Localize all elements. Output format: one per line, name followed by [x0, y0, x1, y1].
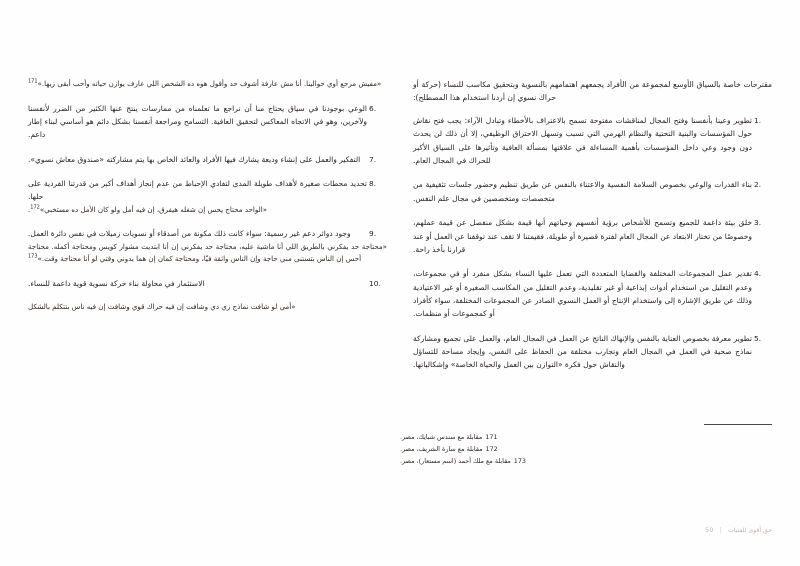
- recommendations-list-left: [28, 102, 387, 204]
- list-item-number: 10.: [369, 278, 381, 288]
- quote-text: «محتاجة حد يفكرني بالطريق اللي أنا ماشية عليه، محتاجة حد يفكرني إن أنا ابتديت مشوار كويس ومحتاجة أكمله. محتاجة أحس إن الناس بتستنى مني حاجة وإن الناس واثقة فيّا، ومحتاجة كمان إن هما يدوني وقتي لو أنا محتاجة وقت.»: [28, 241, 387, 264]
- footnote-number: 173: [513, 457, 526, 466]
- recommendations-list-left-cont: [28, 227, 387, 240]
- list-item-text: الوعي بوجودنا في سياق يحتاج منا أن نراجع ما تعلمناه من ممارسات ينتج عنها الكثير من الضرر لأنفسنا ولآخرين، وهو في الاتجاه المعاكس لتحقيق العافية. التسامح ومراجعة أنفسنا بشكل دائم هو أساسي لبناء إطار داعم.: [28, 103, 367, 140]
- list-item-number: 4.: [754, 269, 762, 279]
- list-item-number: 1.: [754, 116, 762, 126]
- quote-text: «مفيش مرجع أوي حوالينا. أنا مش عارفة أشوف حد وأقول هوه ده الشخص اللي عارف يوازن حياته وأحب أبقى زيها.»: [37, 79, 382, 88]
- list-item-text: تحديد محطات صغيرة لأهداف طويلة المدى لتفادي الإحباط من عدم إنجاز أهداف أكبر من قدرتنا الفردية على حلها.: [28, 179, 367, 202]
- pull-quote-continued: [28, 301, 387, 314]
- list-item-text: الاستثمار في محاولة بناء حركة نسوية قوية داعمة للنساء.: [28, 278, 205, 288]
- footnote-text: مقابلة مع سندس شبايك، مصر.: [400, 433, 483, 441]
- list-item: [28, 277, 387, 290]
- pull-quote: [28, 241, 387, 266]
- footnote-text: مقابلة مع سارة الشريف، مصر.: [400, 445, 483, 454]
- footer-title: حق أقوى للفتيات: [727, 527, 772, 534]
- footnote: [400, 443, 772, 455]
- recommendations-list-left-end: [28, 277, 387, 290]
- list-item-number: 3.: [754, 218, 762, 228]
- list-item: [28, 177, 387, 204]
- footer-separator: |: [719, 527, 722, 534]
- footnotes-block: [400, 424, 772, 468]
- list-item-number: 9.: [369, 229, 377, 239]
- list-item: [413, 178, 772, 205]
- list-item-text: تقدير عمل المجموعات المختلفة والقضايا المتعددة التي تعمل عليها النساء بشكل منفرد أو في مجموعات، وعدم التقليل من استخدام أدوات إبداعية أو غير تقليدية، وعدم التقليل من المكاسب الصغيرة أو غير الاعتيادية وذلك عن طريق الإشارة إلى واستخدام الإنتاج أو العمل النسوي الصادر عن المجموعات المختلفة، سواء كأفراد أو كمجموعات أو منظمات.: [413, 269, 752, 319]
- list-item-text: تطوير وعينا بأنفسنا وفتح المجال لمناقشات مفتوحة تسمح بالاعتراف بالأخطاء وتبادل الآراء: يجب فتح نقاش حول المؤسسات والبنية التحتية والنظام الهرمي التي تسبب وتسهل الاحتراق الوظيفي، إلا أن ذلك لن يحدث دون وجود وعي داخل المؤسسات بأهمية المساءلة في علاقتها بمسألة العافية وتأثيرها على السياق الأكبر للحراك في المجال العام.: [413, 116, 752, 166]
- list-item-text: وجود دوائر دعم غير رسمية: سواء كانت ذلك مكونة من أصدقاء أو نسويات زميلات في نفس دائرة العمل.: [28, 229, 351, 239]
- list-item-number: 2.: [754, 180, 762, 190]
- page-footer: [28, 527, 772, 534]
- footnote-marker: 173: [28, 253, 38, 260]
- footnote-separator-rule: [704, 424, 772, 425]
- footnote: [400, 455, 772, 467]
- list-item-number: 8.: [369, 179, 377, 188]
- footnote-marker: 172: [30, 204, 40, 211]
- list-item-text: تطوير معرفة بخصوص العناية بالنفس والإنهاك الناتج عن العمل في المجال العام، والعمل على تجميع ومشاركة نماذج صحية في العمل في المجال العام وتجارب مختلفة من الحفاظ على النفس، وإيجاد مساحة للتساؤل والنقاش حول فكرة «التوازن بين العمل والحياة الخاصة» وإشكالياتها.: [413, 333, 752, 370]
- list-item-text: بناء القدرات والوعي بخصوص السلامة النفسية والاعتناء بالنفس عن طريق تنظيم وحضور جلسات تثقيفية من متخصصات ومتخصصين في مجال علم النفس.: [413, 180, 752, 203]
- list-item: [28, 153, 387, 166]
- footnote-number: 172: [485, 445, 498, 454]
- two-column-body: [28, 78, 772, 372]
- list-item: [28, 227, 387, 240]
- list-item-number: 5.: [754, 333, 762, 343]
- pull-quote: [28, 78, 387, 91]
- footnote-number: 171: [485, 433, 498, 441]
- list-item-number: 7.: [369, 154, 377, 164]
- list-item-text: خلق بيئة داعمة للجميع وتسمح للأشخاص برؤية أنفسهم وحياتهم أنها قيمة بشكل منفصل عن قيمة عملهم، وخصوصًا من تختار الابتعاد عن المجال العام لفترة قصيرة أو طويلة، فقيمتنا لا تقف عند توقفنا عن العمل أو عند قرارنا بأخذ راحة.: [413, 218, 752, 254]
- list-item-text: التفكير والعمل على إنشاء وديعة يشارك فيها الأفراد والعائد الخاص بها يتم مشاركته «صندوق معاش نسوي».: [28, 154, 361, 164]
- list-item: [413, 332, 772, 372]
- list-item: [413, 216, 772, 256]
- list-item: [28, 102, 387, 142]
- quote-text: «أمي لو شافت نماذج زي دي وشافت إن فيه حراك قوي وشافت إن فيه ناس بتتكلم بالشكل: [28, 302, 296, 312]
- pull-quote: «الواحد محتاج يحس إن شغله هيفرق، إن فيه أمل ولو كان الأمل ده مستخبي»$^{172}$.: [28, 204, 268, 214]
- column-left: [28, 78, 387, 372]
- footnote-text: مقابلة مع ملك أحمد (اسم مستعار)، مصر.: [400, 457, 511, 466]
- footnote-marker: 171: [28, 78, 38, 85]
- recommendations-list-right: [413, 114, 772, 372]
- intro-paragraph: مقترحات خاصة بالسياق الأوسع لمجموعة من الأفراد يجمعهم اهتمامهم بالنسوية وبتحقيق مكاسب للنساء (حركة أو حراك نسوي إن أردنا استخدام هذا المصطلح):: [413, 80, 772, 103]
- footnote: [400, 431, 772, 443]
- list-item: [413, 114, 772, 167]
- page-number: 50: [705, 527, 714, 534]
- quote-text: «الواحد محتاج يحس إن شغله هيفرق، إن فيه أمل ولو كان الأمل ده مستخبي»: [39, 204, 268, 214]
- list-item-number: 6.: [369, 103, 377, 113]
- column-right: [413, 78, 772, 372]
- list-item: [413, 267, 772, 320]
